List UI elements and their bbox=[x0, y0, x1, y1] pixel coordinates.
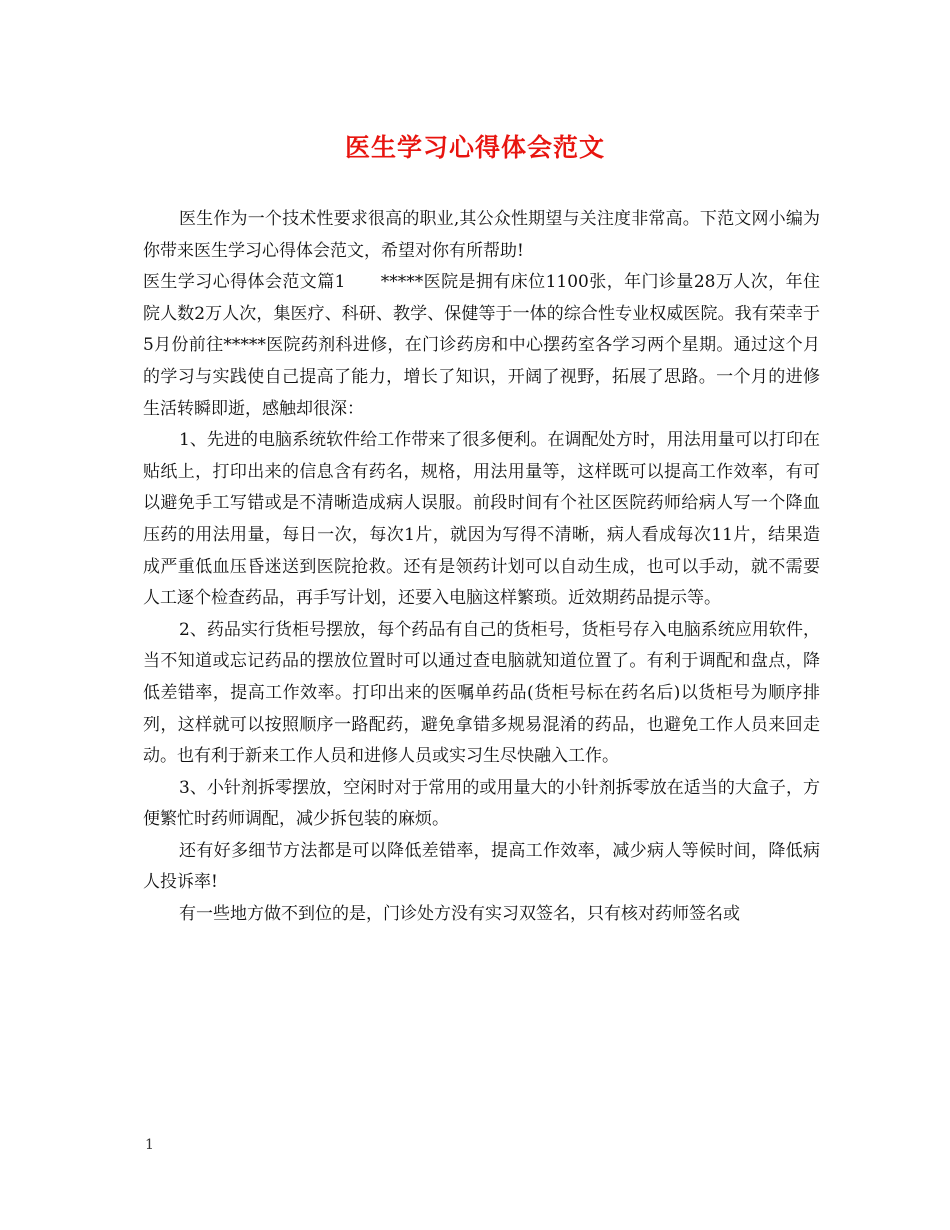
page-number: 1 bbox=[145, 1137, 154, 1153]
paragraph-point-3: 3、小针剂拆零摆放，空闲时对于常用的或用量大的小针剂拆零放在适当的大盒子，方便繁忙时药师调配，减少拆包装的麻烦。 bbox=[143, 777, 820, 830]
paragraph-details: 还有好多细节方法都是可以降低差错率，提高工作效率，减少病人等候时间，降低病人投诉率! bbox=[143, 840, 820, 893]
paragraph-shortcomings: 有一些地方做不到位的是，门诊处方没有实习双签名，只有核对药师签名或 bbox=[179, 904, 740, 925]
document-title: 医生学习心得体会范文 bbox=[344, 133, 605, 162]
document-body bbox=[143, 204, 820, 931]
paragraph-point-1: 1、先进的电脑系统软件给工作带来了很多便利。在调配处方时，用法用量可以打印在贴纸上，打印出来的信息含有药名，规格，用法用量等，这样既可以提高工作效率，有可以避免手工写错或是不清晰造成病人误服。前段时间有个社区医院药师给病人写一个降血压药的用法用量，每日一次，每次1片，就因为写得不清晰，病人看成每次11片，结果造成严重低血压昏迷送到医院抢救。还有是领药计划可以自动生成，也可以手动，就不需要人工逐个检查药品，再手写计划，还要入电脑这样繁琐。近效期药品提示等。 bbox=[143, 430, 820, 609]
paragraph-intro: 医生作为一个技术性要求很高的职业,其公众性期望与关注度非常高。下范文网小编为你带来医生学习心得体会范文，希望对你有所帮助! bbox=[143, 209, 820, 261]
paragraph-article-1-opening: 医生学习心得体会范文篇1 *****医院是拥有床位1100张，年门诊量28万人次，年住院人数2万人次，集医疗、科研、教学、保健等于一体的综合性专业权威医院。我有荣幸于5月份前往*****医院药剂科进修，在门诊药房和中心摆药室各学习两个星期。通过这个月的学习与实践使自己提高了能力，增长了知识，开阔了视野，拓展了思路。一个月的进修生活转瞬即逝，感触却很深： bbox=[143, 272, 820, 419]
paragraph-point-2: 2、药品实行货柜号摆放，每个药品有自己的货柜号，货柜号存入电脑系统应用软件，当不知道或忘记药品的摆放位置时可以通过查电脑就知道位置了。有利于调配和盘点，降低差错率，提高工作效率。打印出来的医嘱单药品(货柜号标在药名后)以货柜号为顺序排列，这样就可以按照顺序一路配药，避免拿错多规易混淆的药品，也避免工作人员来回走动。也有利于新来工作人员和进修人员或实习生尽快融入工作。 bbox=[143, 619, 820, 767]
